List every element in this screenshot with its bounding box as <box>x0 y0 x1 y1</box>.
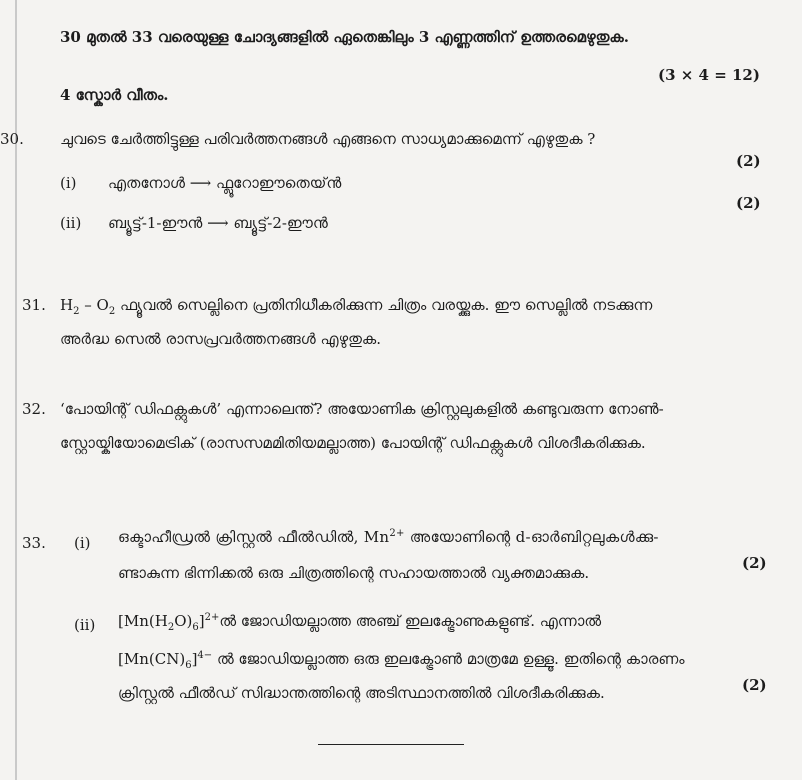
page-margin-line <box>15 0 17 780</box>
q33-part1-line2: ണ്ടാകുന്ന ഭിന്നിക്കൽ ഒരു ചിത്രത്തിന്റെ സഹായത്താൽ വ്യക്തമാക്കുക. <box>118 564 590 582</box>
q33-part1-sup: 2+ <box>389 528 405 539</box>
q32-line1: ‘പോയിന്റ് ഡിഫക്റ്റുകൾ’ എന്നാലെന്ത്? അയോണിക ക്രിസ്റ്റലുകളിൽ കണ്ടുവരുന്ന നോൺ- <box>60 400 664 418</box>
q33-part1-marks: (2) <box>742 554 767 572</box>
q31-h: H <box>60 296 74 314</box>
q31-o-sub: 2 <box>108 306 116 317</box>
q33-p2-sup2: 4− <box>197 650 213 661</box>
q30-part2-from: ബ്യൂട്ട്-1-ഈൻ <box>108 214 203 232</box>
q33-p2-d: ൽ ജോഡിയല്ലാത്ത അഞ്ച് ഇലക്ട്രോണുകളുണ്ട്. എന്നാൽ <box>219 612 602 630</box>
q33-part1-label: (i) <box>74 534 91 552</box>
q30-part1-from: എതനോൾ <box>108 174 185 192</box>
q33-part1-line1 <box>118 528 659 546</box>
q31-line1-rest: ഫ്യൂവൽ സെല്ലിനെ പ്രതിനിധീകരിക്കുന്ന ചിത്രം വരയ്ക്കുക. ഈ സെല്ലിൽ നടക്കുന്ന <box>115 296 653 314</box>
q30-text: ചുവടെ ചേർത്തിട്ടുള്ള പരിവർത്തനങ്ങൾ എങ്ങനെ സാധ്യമാക്കുമെന്ന് എഴുതുക ? <box>60 130 596 148</box>
q32-number: 32. <box>22 400 46 418</box>
q33-part2-label: (ii) <box>74 616 96 634</box>
q31-number: 31. <box>22 296 46 314</box>
q33-p2-b: O) <box>174 612 193 630</box>
q31-line1 <box>60 296 652 317</box>
q31-dash-o: – O <box>79 296 109 314</box>
q33-p2-c: ] <box>198 612 205 630</box>
q33-part1-b: അയോണിന്റെ d-ഓർബിറ്റലുകൾക്കു- <box>404 528 659 546</box>
q30-part2-to: ബ്യൂട്ട്-2-ഈൻ <box>233 214 328 232</box>
q30-part1-label: (i) <box>60 174 77 192</box>
q30-part2-equation <box>108 214 328 232</box>
q33-part2-marks: (2) <box>742 676 767 694</box>
q33-p2-a: [Mn(H <box>118 612 168 630</box>
q31-line2: അർദ്ധ സെൽ രാസപ്രവർത്തനങ്ങൾ എഴുതുക. <box>60 330 381 348</box>
section-instruction: 30 മുതൽ 33 വരെയുള്ള ചോദ്യങ്ങളിൽ ഏതെങ്കിലും 3 എണ്ണത്തിന് ഉത്തരമെഴുതുക. <box>60 28 629 46</box>
q30-part2-label: (ii) <box>60 214 82 232</box>
end-rule <box>318 744 464 745</box>
q33-part2-line2 <box>118 650 685 671</box>
q33-p2-sub2: 6 <box>192 622 199 633</box>
q33-p2-sub1: 2 <box>167 622 175 633</box>
q33-p2-g: ൽ ജോഡിയല്ലാത്ത ഒരു ഇലക്ട്രോൺ മാത്രമേ ഉള്ളൂ. ഇതിന്റെ കാരണം <box>212 650 685 668</box>
q33-part2-line3: ക്രിസ്റ്റൽ ഫീൽഡ് സിദ്ധാന്തത്തിന്റെ അടിസ്ഥാനത്തിൽ വിശദീകരിക്കുക. <box>118 684 605 702</box>
q30-number: 30. <box>0 130 24 148</box>
q30-part1-equation <box>108 174 341 192</box>
q32-line2: സ്റ്റോയ്കിയോമെട്രിക് (രാസസമമിതിയമല്ലാത്ത) പോയിന്റ് ഡിഫക്റ്റുകൾ വിശദീകരിക്കുക. <box>60 434 646 452</box>
q30-part2-marks: (2) <box>736 194 761 212</box>
q33-part1-a: ഒക്ടാഹീഡ്രൽ ക്രിസ്റ്റൽ ഫീൽഡിൽ, Mn <box>118 528 390 546</box>
q33-p2-sub3: 6 <box>185 660 192 671</box>
q33-p2-sup1: 2+ <box>204 612 220 623</box>
q31-h-sub: 2 <box>73 306 80 317</box>
arrow-icon: ⟶ <box>189 174 212 192</box>
q30-part1-marks: (2) <box>736 152 761 170</box>
section-marks-formula: (3 × 4 = 12) <box>658 66 760 84</box>
q33-p2-f: ] <box>191 650 198 668</box>
score-note: 4 സ്കോർ വീതം. <box>60 86 169 104</box>
q33-p2-e: [Mn(CN) <box>118 650 186 668</box>
q33-part2-line1 <box>118 612 601 633</box>
arrow-icon: ⟶ <box>207 214 229 232</box>
q30-part1-to: ഫ്ലൂറോഈതെയ്ൻ <box>216 174 342 192</box>
q33-number: 33. <box>22 534 46 552</box>
